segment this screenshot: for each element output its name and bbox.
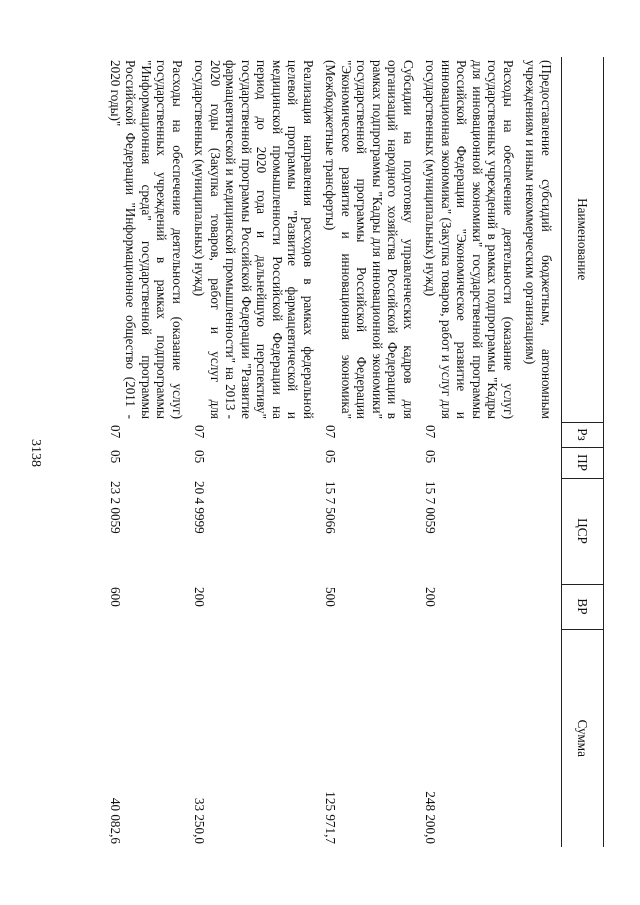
row-pr xyxy=(523,447,562,478)
row-pr: 05 xyxy=(108,450,123,464)
header-sum: Сумма xyxy=(562,629,604,847)
header-csr: ЦСР xyxy=(562,478,604,584)
row-csr: 15 7 5066 xyxy=(323,481,339,534)
row-vr: 500 xyxy=(323,587,339,607)
row-csr: 15 7 0059 xyxy=(423,481,439,534)
row-csr: 23 2 0059 xyxy=(108,481,123,534)
row-name: (Предоставление субсидий бюджетным, автономным учреждениям и иным некоммерческим организациям) xyxy=(523,60,554,419)
row-pr: 05 xyxy=(423,450,439,464)
row-sum: 40 082,6 xyxy=(108,797,123,844)
table-row xyxy=(323,57,423,847)
row-rz xyxy=(523,422,562,447)
row-name: Реализация направления расходов в рамках федеральной целевой программы "Развитие фармацевтической и медицинской промышленности Российской Федерации на период до 2020 года и дальнейшую перспективу" государственной программы Российской Федерации "Развитие фармацевтической и медицинской промышленности" на 2013 - 2020 годы (Закупка товаров, работ и услуг для государственных (муниципальных) нужд) xyxy=(192,60,316,419)
table-row xyxy=(423,57,523,847)
budget-table-container xyxy=(69,57,604,847)
row-sum xyxy=(523,629,562,847)
row-vr: 600 xyxy=(108,587,123,607)
row-rz: 07 xyxy=(108,425,123,439)
page-number: 3138 xyxy=(28,439,43,467)
table-row xyxy=(523,57,562,847)
row-pr: 05 xyxy=(323,450,339,464)
row-name: Субсидии на подготовку управленческих кадров для организаций народного хозяйства Российской Федерации в рамках подпрограммы "Кадры для инновационной экономики" государственной программы Российской Федерации "Экономическое развитие и инновационная экономика" (Межбюджетные трансферты) xyxy=(323,60,416,419)
table-row xyxy=(108,57,193,847)
row-vr: 200 xyxy=(423,587,439,607)
header-vr: ВР xyxy=(562,584,604,629)
header-pr: ПР xyxy=(562,447,604,478)
row-name: Расходы на обеспечение деятельности (оказание услуг) государственных учреждений в рамках подпрограммы "Информационная среда" государственной программы Российской Федерации "Информационное общество (2011 - 2020 годы)" xyxy=(108,60,185,419)
budget-table xyxy=(108,57,605,847)
header-name: Наименование xyxy=(562,57,604,422)
table-row xyxy=(192,57,323,847)
row-vr xyxy=(523,584,562,629)
row-sum: 248 200,0 xyxy=(423,791,439,844)
row-name: Расходы на обеспечение деятельности (оказание услуг) государственных учреждений в рамках подпрограммы "Кадры для инновационной экономики" государственной программы Российской Федерации "Экономическое развитие и инновационная экономика" (Закупка товаров, работ и услуг для государственных (муниципальных) нужд) xyxy=(423,60,516,419)
header-rz: Рз xyxy=(562,422,604,447)
row-vr: 200 xyxy=(192,587,208,607)
row-sum: 125 971,7 xyxy=(323,791,339,844)
row-csr xyxy=(523,478,562,584)
row-csr: 20 4 9999 xyxy=(192,481,208,534)
row-sum: 33 250,0 xyxy=(192,797,208,844)
row-rz: 07 xyxy=(323,425,339,439)
row-pr: 05 xyxy=(192,450,208,464)
row-rz: 07 xyxy=(192,425,208,439)
header-row xyxy=(562,57,604,847)
row-rz: 07 xyxy=(423,425,439,439)
